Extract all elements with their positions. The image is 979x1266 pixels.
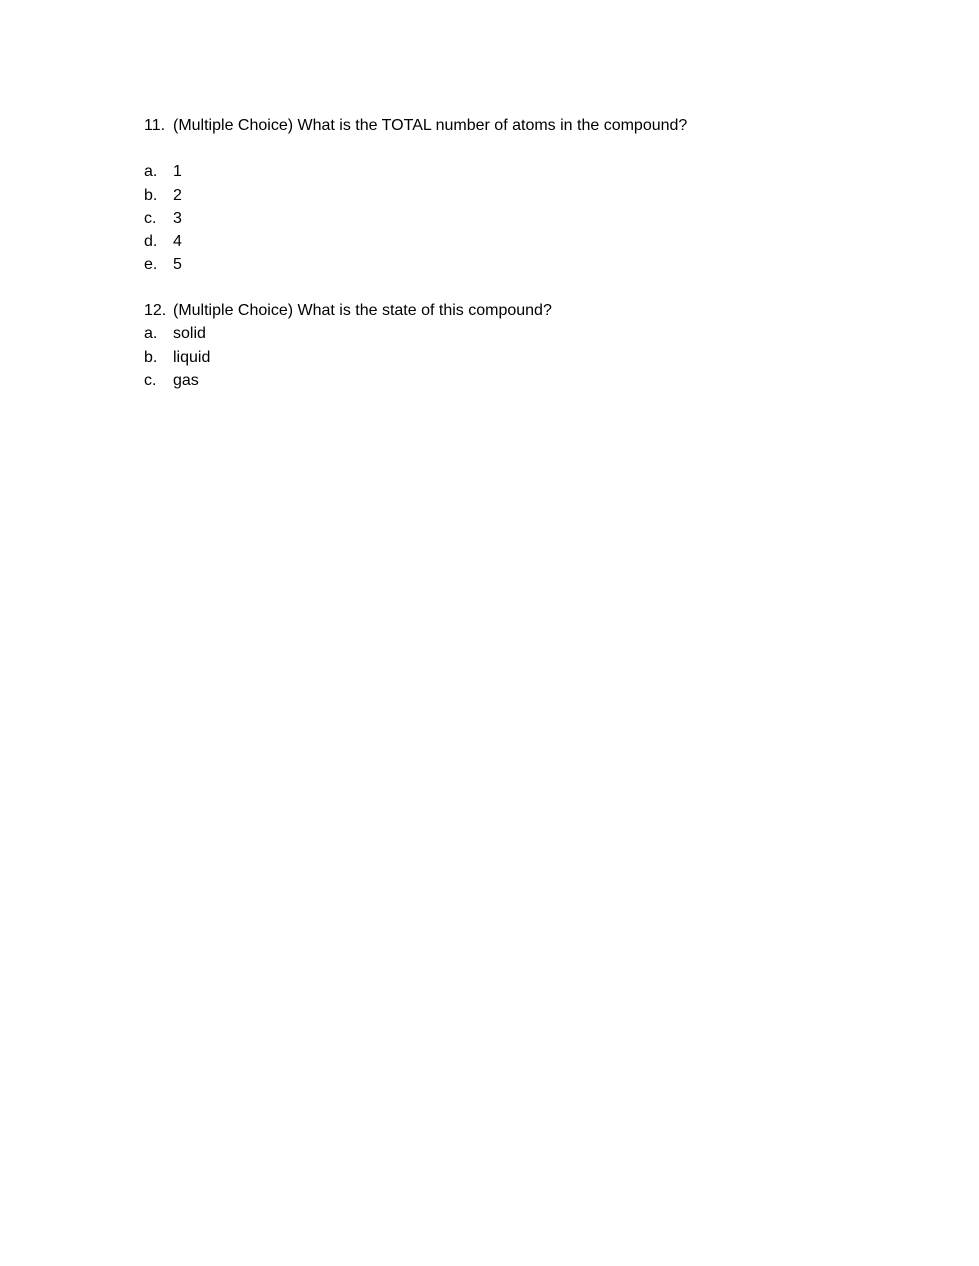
option-row [144,348,844,371]
question-prompt: (Multiple Choice) What is the state of this compound? [173,302,552,319]
option-letter: a. [144,325,158,343]
question-11 [144,116,844,279]
option-text: 1 [173,163,182,181]
option-letter: c. [144,371,157,389]
option-text: solid [173,325,206,343]
option-text: gas [173,371,199,389]
option-letter: b. [144,348,158,366]
option-letter: b. [144,186,158,204]
option-text: liquid [173,348,211,366]
option-row [144,232,844,255]
question-prompt: (Multiple Choice) What is the TOTAL number of atoms in the compound? [173,117,688,134]
question-number: 11. [144,117,166,134]
option-row [144,324,844,347]
option-letter: e. [144,256,158,274]
option-letter: d. [144,233,158,251]
question-12 [144,301,844,394]
option-row [144,255,844,278]
option-text: 3 [173,209,182,227]
option-text: 5 [173,256,182,274]
option-text: 4 [173,233,182,251]
question-number: 12. [144,302,167,319]
option-text: 2 [173,186,182,204]
option-row [144,162,844,185]
question-prompt-row [144,116,844,139]
option-row [144,371,844,394]
option-row [144,209,844,232]
question-prompt-row [144,301,844,324]
option-row [144,186,844,209]
option-letter: c. [144,209,157,227]
option-letter: a. [144,163,158,181]
